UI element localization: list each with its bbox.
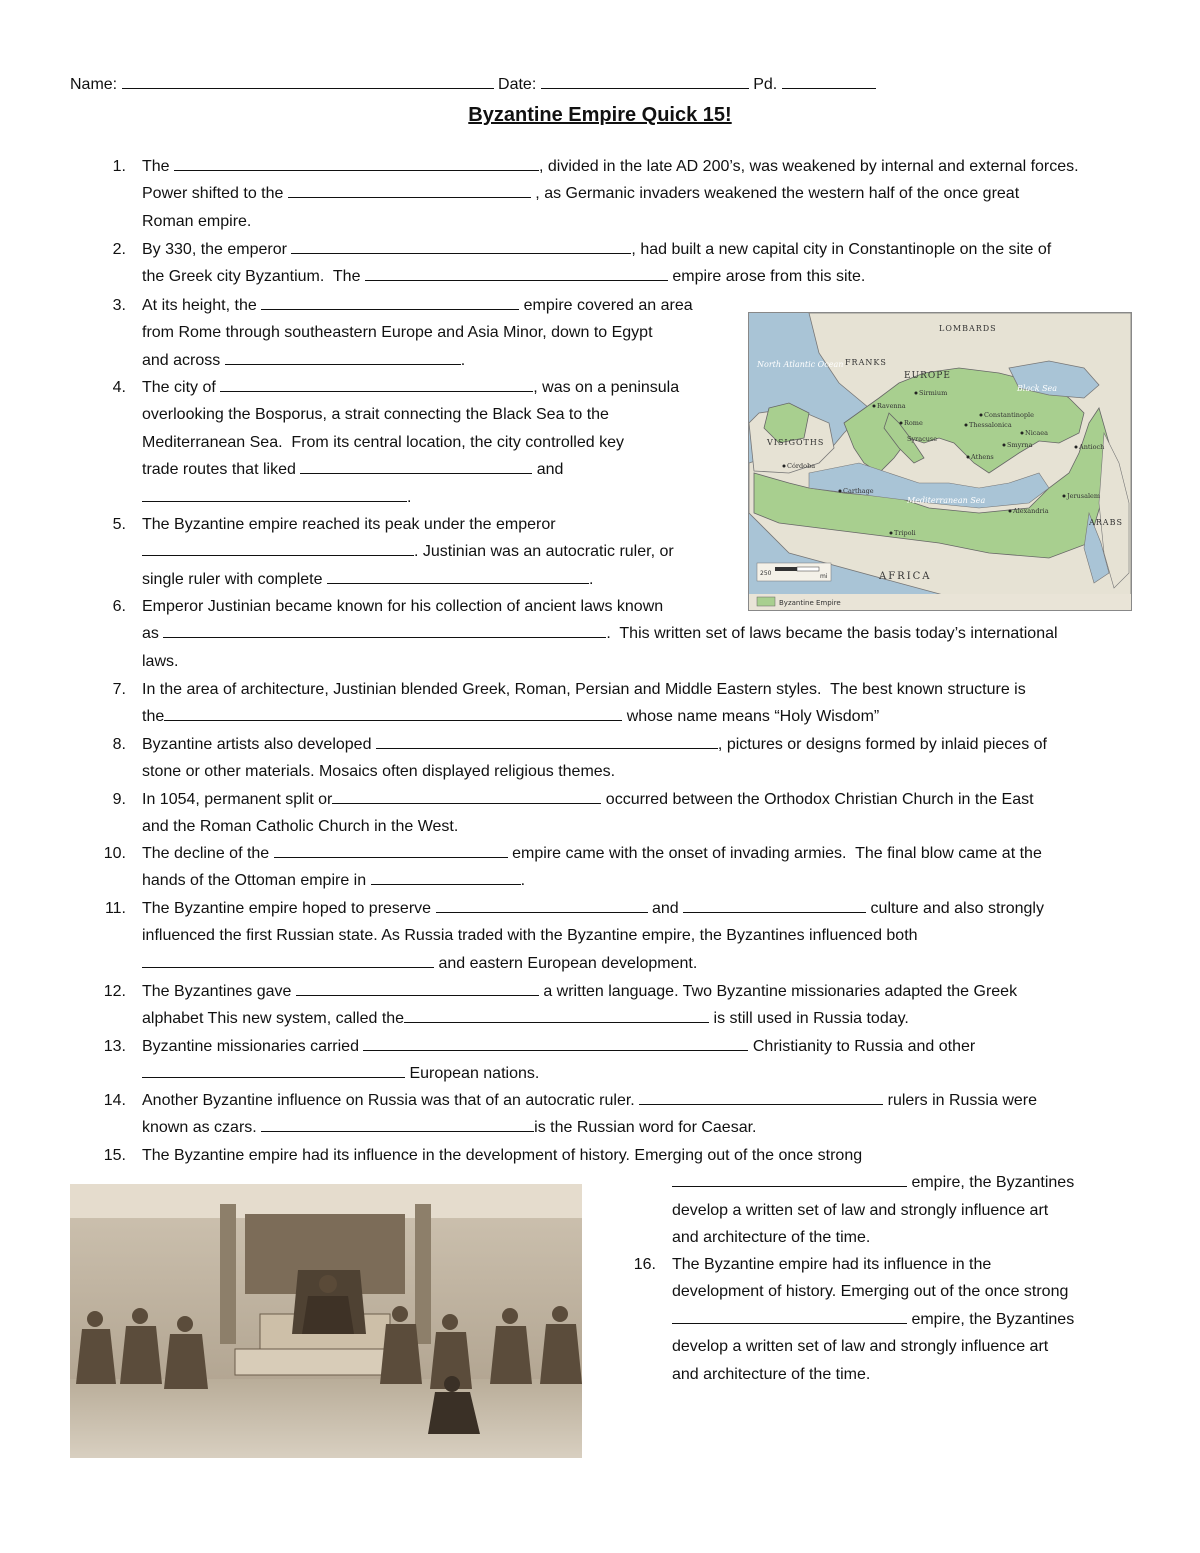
question-number: 12. [103, 983, 126, 1000]
period-label: Pd. [753, 76, 778, 93]
question-number: 13. [103, 1038, 126, 1055]
period-blank[interactable] [782, 76, 876, 89]
map-city-sirmium: Sirmium [919, 389, 948, 397]
answer-blank[interactable] [163, 625, 606, 638]
question-text: influenced the first Russian state. As Russia traded with the Byzantine empire, the Byzantines influenced both [142, 927, 918, 945]
map-label-lombards: LOMBARDS [939, 324, 997, 333]
question-text: the [142, 708, 165, 726]
question-text: , pictures or designs formed by inlaid pieces of [717, 736, 1047, 753]
question-text: The Byzantine empire had its influence in the [672, 1256, 992, 1273]
question-text: Christianity to Russia and other [748, 1038, 976, 1055]
question-text: and across [142, 351, 225, 369]
question-text: The Byzantine empire had its influence in the development of history. Emerging out of the once strong [142, 1147, 863, 1164]
question-text: , was on a peninsula [533, 379, 680, 396]
question-line [142, 676, 1026, 703]
painting-floor [70, 1379, 582, 1458]
map-city-rome: Rome [904, 419, 923, 427]
answer-blank[interactable] [261, 1119, 534, 1132]
painting-courtiers-left [76, 1308, 208, 1389]
question-line [142, 456, 563, 483]
question-text: the Greek city Byzantium. The [142, 268, 365, 286]
question-line [142, 484, 411, 511]
painting-column-right [415, 1204, 431, 1344]
question-text: Power shifted to the [142, 185, 288, 203]
answer-blank[interactable] [672, 1174, 907, 1187]
map-city-constantinople: Constantinople [984, 411, 1034, 419]
answer-blank[interactable] [291, 241, 631, 254]
question-number: 15. [103, 1147, 126, 1164]
date-label: Date: [498, 76, 537, 93]
question-text: In the area of architecture, Justinian blended Greek, Roman, Persian and Middle Eastern styles. The best known structure is [142, 681, 1026, 698]
question-text: development of history. Emerging out of the once strong [672, 1283, 1069, 1301]
question-number: 1. [112, 158, 126, 175]
map-city-carthage: Carthage [843, 487, 874, 495]
question-line [142, 1060, 539, 1087]
question-number: 8. [112, 736, 126, 753]
answer-blank[interactable] [404, 1010, 709, 1023]
question-text: develop a written set of law and strongly influence art [672, 1338, 1049, 1356]
answer-blank[interactable] [274, 845, 508, 858]
question-line [142, 153, 1079, 180]
answer-blank[interactable] [365, 268, 668, 281]
name-label: Name: [70, 76, 118, 93]
map-city-syracuse: Syracuse [907, 435, 938, 443]
question-line [142, 703, 879, 730]
answer-blank[interactable] [327, 571, 589, 584]
question-line [142, 1005, 909, 1032]
answer-blank[interactable] [142, 489, 407, 502]
question-text: and architecture of the time. [672, 1229, 871, 1247]
question-text: hands of the Ottoman empire in [142, 872, 371, 890]
painting-ceiling [70, 1184, 582, 1218]
question-line [142, 620, 1058, 647]
question-text: a written language. Two Byzantine missionaries adapted the Greek [538, 983, 1018, 1000]
question-line [672, 1278, 1068, 1305]
map-city-antioch: Antioch [1079, 443, 1105, 451]
question-number: 16. [633, 1256, 656, 1273]
question-text: , as Germanic invaders weakened the western half of the once great [530, 185, 1020, 203]
question-line [142, 566, 593, 593]
question-number: 7. [112, 681, 126, 698]
question-number: 10. [103, 845, 126, 862]
question-text: . [460, 351, 466, 369]
question-text: alphabet This new system, called the [142, 1010, 405, 1028]
answer-blank[interactable] [371, 872, 521, 885]
answer-blank[interactable] [164, 708, 622, 721]
map-label-black-sea: Black Sea [1017, 384, 1058, 393]
question-text: empire covered an area [519, 297, 693, 314]
answer-blank[interactable] [672, 1311, 907, 1324]
question-line [142, 758, 615, 785]
question-number: 3. [112, 297, 126, 314]
question-text: stone or other materials. Mosaics often displayed religious themes. [142, 763, 616, 781]
answer-blank[interactable] [376, 736, 718, 749]
question-line [672, 1361, 870, 1388]
answer-blank[interactable] [220, 379, 533, 392]
map-city-nicaea: Nicaea [1025, 429, 1049, 437]
question-line [142, 731, 1047, 758]
byzantine-empire-map [748, 312, 1132, 611]
header-row [70, 76, 876, 94]
question-line [672, 1251, 991, 1278]
map-label-africa: AFRICA [879, 571, 932, 582]
answer-blank[interactable] [142, 955, 434, 968]
question-text: . This written set of laws became the basis today’s international [606, 625, 1058, 643]
question-line [672, 1333, 1048, 1360]
question-text: is the Russian word for Caesar. [534, 1119, 757, 1137]
question-text: The Byzantine empire hoped to preserve [142, 900, 436, 917]
answer-blank[interactable] [332, 791, 601, 804]
map-label-arabs: ARABS [1089, 518, 1123, 527]
map-label-visigoths: VISIGOTHS [767, 438, 825, 447]
answer-blank[interactable] [296, 983, 539, 996]
map-scale-bar-2 [797, 567, 819, 571]
answer-blank[interactable] [436, 900, 648, 913]
question-line [142, 319, 653, 346]
question-text: rulers in Russia were [883, 1092, 1037, 1109]
question-line [142, 1087, 1037, 1114]
question-line [142, 593, 663, 620]
painting-emperor-head [319, 1275, 337, 1293]
question-text: trade routes that liked [142, 461, 301, 479]
question-line [142, 978, 1017, 1005]
question-line [142, 867, 525, 894]
question-line [142, 813, 458, 840]
question-line [142, 950, 697, 977]
question-line [142, 786, 1034, 813]
question-text: At its height, the [142, 297, 262, 314]
map-city-jerusalem: Jerusalem [1067, 492, 1101, 500]
question-text: Another Byzantine influence on Russia was that of an autocratic ruler. [142, 1092, 640, 1109]
page-title: Byzantine Empire Quick 15! [468, 104, 732, 126]
question-number: 9. [112, 791, 126, 808]
question-line [142, 292, 693, 319]
question-text: empire, the Byzantines [907, 1310, 1075, 1328]
answer-blank[interactable] [639, 1092, 883, 1105]
question-line [142, 895, 1044, 922]
question-line [142, 538, 674, 565]
question-number: 14. [103, 1092, 126, 1109]
question-line [142, 511, 556, 538]
map-svg [749, 313, 1131, 610]
map-label-franks: FRANKS [845, 358, 887, 367]
answer-blank[interactable] [174, 158, 539, 171]
question-text: single ruler with complete [142, 570, 327, 588]
question-text: Emperor Justinian became known for his collection of ancient laws known [142, 598, 664, 615]
painting-emperor-robe [302, 1296, 354, 1334]
question-text: known as czars. [142, 1119, 262, 1137]
question-number: 11. [104, 900, 126, 917]
question-text: and architecture of the time. [672, 1365, 871, 1383]
map-legend-label: Byzantine Empire [779, 599, 841, 607]
question-text: Roman empire. [142, 212, 252, 230]
question-text: The Byzantine empire reached its peak under the emperor [142, 516, 556, 533]
map-label-mediterranean: Mediterranean Sea [907, 496, 986, 505]
question-text: Byzantine artists also developed [142, 736, 376, 753]
answer-blank[interactable] [142, 543, 414, 556]
question-text: The [142, 158, 175, 175]
question-text: empire arose from this site. [667, 268, 866, 286]
question-text: European nations. [405, 1065, 540, 1083]
question-line [142, 922, 918, 949]
question-text: and eastern European development. [434, 954, 698, 972]
question-line [672, 1306, 1074, 1333]
question-text: whose name means “Holy Wisdom” [622, 708, 880, 726]
question-line [142, 401, 609, 428]
question-line [672, 1224, 870, 1251]
question-text: and [647, 900, 684, 917]
question-line [142, 648, 178, 675]
question-number: 6. [112, 598, 126, 615]
map-city-thessalonica: Thessalonica [969, 421, 1012, 429]
question-text: culture and also strongly [866, 900, 1044, 917]
question-text: The Byzantines gave [142, 983, 296, 1000]
map-scale-km: 250 [760, 570, 772, 577]
question-text: is still used in Russia today. [709, 1010, 909, 1028]
answer-blank[interactable] [261, 297, 519, 310]
answer-blank[interactable] [300, 461, 532, 474]
answer-blank[interactable] [288, 185, 531, 198]
question-text: overlooking the Bosporus, a strait connecting the Black Sea to the [142, 406, 609, 424]
question-line [142, 347, 465, 374]
question-text: from Rome through southeastern Europe and Asia Minor, down to Egypt [142, 324, 653, 342]
question-text: The decline of the [142, 845, 274, 862]
question-number: 2. [112, 241, 126, 258]
map-label-atlantic: North Atlantic Ocean [757, 360, 844, 369]
question-text: The city of [142, 379, 221, 396]
map-city-cordoba: Córdoba [787, 462, 816, 470]
question-text: empire came with the onset of invading armies. The final blow came at the [507, 845, 1042, 862]
map-city-tripoli: Tripoli [894, 529, 916, 537]
map-scale-mi: mi [820, 573, 828, 580]
question-line [142, 180, 1019, 207]
question-text: , divided in the late AD 200’s, was weakened by internal and external forces. [539, 158, 1079, 175]
question-line [142, 1142, 862, 1169]
map-scale-bar [775, 567, 797, 571]
question-text: , had built a new capital city in Constantinople on the site of [631, 241, 1052, 258]
question-number: 4. [112, 379, 126, 396]
question-line [672, 1197, 1048, 1224]
answer-blank[interactable] [363, 1038, 748, 1051]
question-line [142, 374, 679, 401]
question-line [142, 263, 865, 290]
question-text: . Justinian was an autocratic ruler, or [414, 543, 674, 561]
question-text: empire, the Byzantines [907, 1174, 1075, 1192]
question-line [142, 1114, 756, 1141]
question-text: laws. [142, 652, 179, 670]
answer-blank[interactable] [683, 900, 866, 913]
painting-column-left [220, 1204, 236, 1344]
question-text: Byzantine missionaries carried [142, 1038, 364, 1055]
name-blank[interactable] [122, 76, 494, 89]
question-line [142, 236, 1051, 263]
map-city-athens: Athens [971, 453, 994, 461]
question-text: as [142, 625, 164, 643]
question-text: develop a written set of law and strongly influence art [672, 1201, 1049, 1219]
question-text: In 1054, permanent split or [142, 791, 333, 808]
map-label-europe: EUROPE [904, 371, 951, 381]
answer-blank[interactable] [142, 1065, 405, 1078]
question-text: . [520, 872, 526, 890]
answer-blank[interactable] [225, 352, 461, 365]
question-text: and [532, 461, 564, 479]
map-city-alexandria: Alexandria [1013, 507, 1049, 515]
map-city-smyrna: Smyrna [1007, 441, 1033, 449]
date-blank[interactable] [541, 76, 749, 89]
question-line [142, 429, 624, 456]
question-line [142, 208, 251, 235]
map-legend-swatch [757, 597, 775, 606]
justinian-court-painting [70, 1184, 582, 1458]
question-text: occurred between the Orthodox Christian Church in the East [601, 791, 1034, 808]
question-text: and the Roman Catholic Church in the West. [142, 818, 459, 836]
painting-svg [70, 1184, 582, 1458]
question-line [142, 1033, 975, 1060]
question-text: . [407, 488, 412, 506]
map-city-ravenna: Ravenna [877, 402, 906, 410]
question-number: 5. [112, 516, 126, 533]
question-line [142, 840, 1042, 867]
question-line [672, 1169, 1074, 1196]
question-text: . [588, 570, 594, 588]
question-text: Mediterranean Sea. From its central location, the city controlled key [142, 433, 624, 451]
question-text: By 330, the emperor [142, 241, 292, 258]
